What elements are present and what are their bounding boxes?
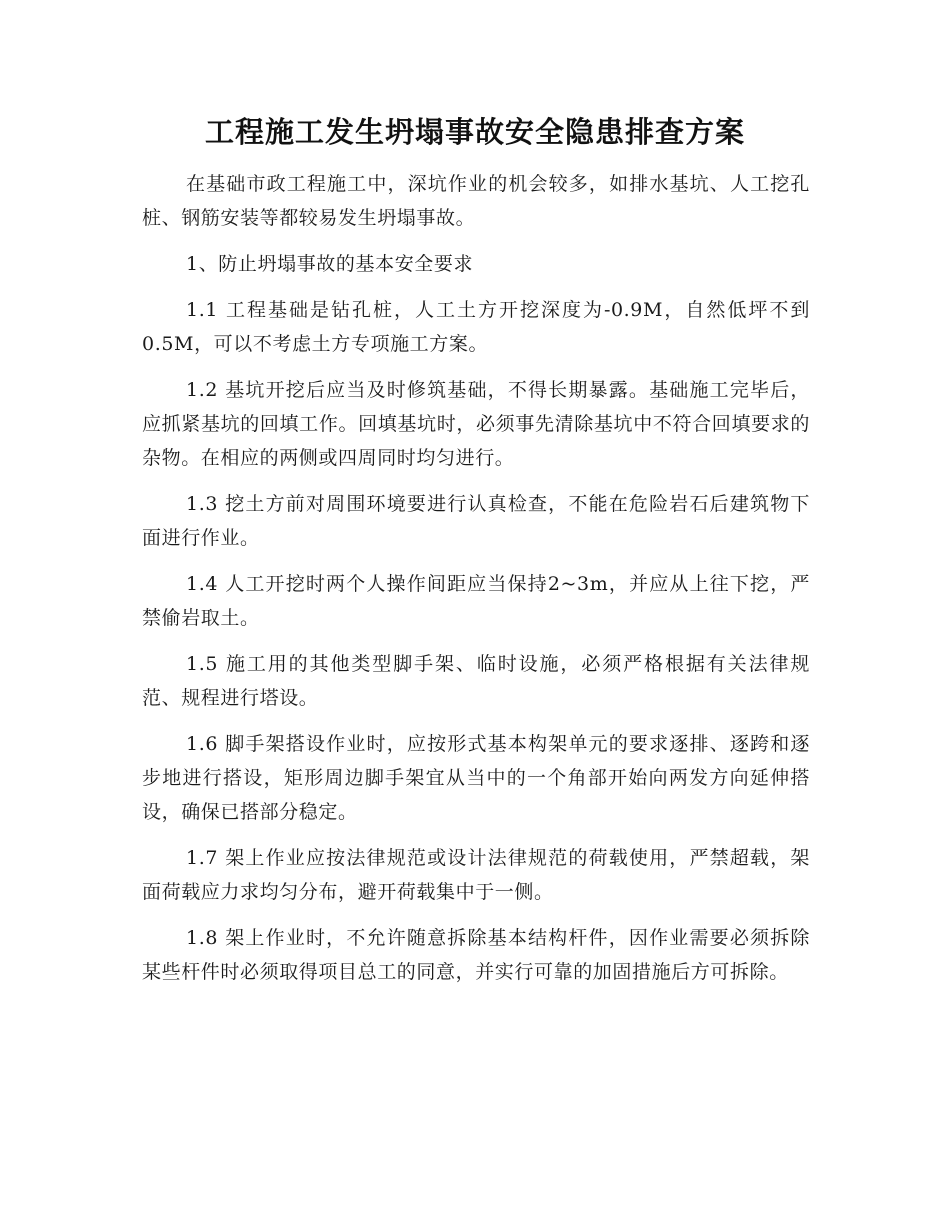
paragraph-1-1: 1.1 工程基础是钻孔桩，人工土方开挖深度为-0.9M，自然低坪不到0.5M，可以不考虑土方专项施工方案。 (142, 299, 810, 355)
document-title: 工程施工发生坍塌事故安全隐患排查方案 (204, 115, 745, 149)
paragraph-1-4: 1.4 人工开挖时两个人操作间距应当保持2~3m，并应从上往下挖，严禁偷岩取土。 (142, 573, 810, 629)
paragraph-1-7: 1.7 架上作业应按法律规范或设计法律规范的荷载使用，严禁超载，架面荷载应力求均匀分布，避开荷载集中于一侧。 (142, 847, 810, 903)
document-body (142, 167, 810, 1001)
paragraph-1-6: 1.6 脚手架搭设作业时，应按形式基本构架单元的要求逐排、逐跨和逐步地进行搭设，矩形周边脚手架宜从当中的一个角部开始向两发方向延伸搭设，确保已搭部分稳定。 (142, 733, 810, 823)
paragraph-1-3: 1.3 挖土方前对周围环境要进行认真检查，不能在危险岩石后建筑物下面进行作业。 (142, 493, 810, 549)
paragraph-1-5: 1.5 施工用的其他类型脚手架、临时设施，必须严格根据有关法律规范、规程进行塔设。 (142, 653, 810, 709)
paragraph-1-2: 1.2 基坑开挖后应当及时修筑基础，不得长期暴露。基础施工完毕后，应抓紧基坑的回填工作。回填基坑时，必须事先清除基坑中不符合回填要求的杂物。在相应的两侧或四周同时均匀进行。 (142, 379, 810, 469)
paragraph-1-8: 1.8 架上作业时，不允许随意拆除基本结构杆件，因作业需要必须拆除某些杆件时必须取得项目总工的同意，并实行可靠的加固措施后方可拆除。 (142, 927, 810, 983)
paragraph-intro: 在基础市政工程施工中，深坑作业的机会较多，如排水基坑、人工挖孔桩、钢筋安装等都较易发生坍塌事故。 (142, 173, 810, 229)
section-heading-1: 1、防止坍塌事故的基本安全要求 (186, 253, 474, 275)
